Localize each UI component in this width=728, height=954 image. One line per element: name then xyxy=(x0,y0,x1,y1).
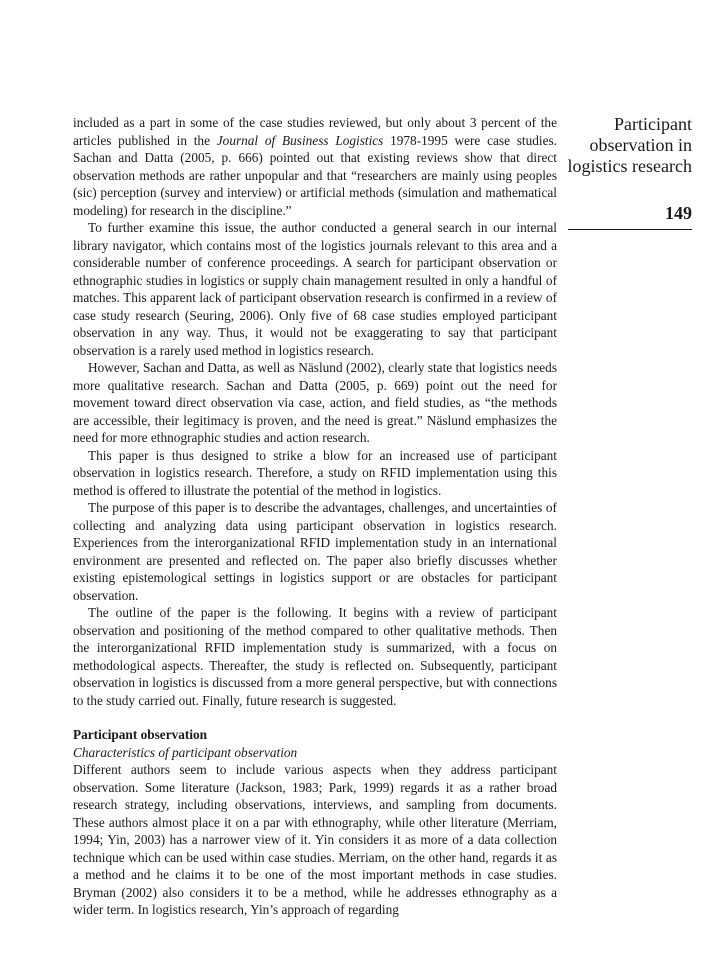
paragraph-text: included as a part in some of the case studies reviewed, but only about 3 percent of the articles published in the xyxy=(73,115,557,148)
section-heading: Participant observation xyxy=(73,727,208,742)
paragraph-characteristics: Different authors seem to include various aspects when they address participant observation. Some literature (Jackson, 1983; Park, 1999) regards it as a rather broad research strategy, including observations, interviews, and sampling from documents. These authors almost place it on a par with ethnography, while other literature (Merriam, 1994; Yin, 2003) has a narrower view of it. Yin considers it as more of a data collection technique which can be used within case studies. Merriam, on the other hand, regards it as a method and he claims it to be one of the most important methods in case studies. Bryman (2002) also considers it to be a method, while he addresses ethnography as a wider term. In logistics research, Yin’s approach of regarding xyxy=(73,762,557,917)
paragraph-text: 1978-1995 were case studies. Sachan and Datta (2005, p. 666) pointed out that existing reviews show that direct observation methods are rather unpopular and that “researchers are mainly using peoples (sic) perception (survey and interview) or artificial methods (simulation and mathematical modeling) for research in the discipline.” xyxy=(73,132,558,218)
running-head-line: observation in xyxy=(589,135,692,155)
paragraph-intro-continuation xyxy=(73,114,557,219)
page-number-rule xyxy=(568,229,692,230)
running-head-line: logistics research xyxy=(567,156,692,176)
paragraph-qualitative-need: However, Sachan and Datta, as well as Näslund (2002), clearly state that logistics needs more qualitative research. Sachan and Datta (2005, p. 669) point out the need for movement toward direct observation via case, action, and field studies, as “the methods are accessible, their legitimacy is proven, and the need is great.” Näslund emphasizes the need for more ethnographic studies and action research. xyxy=(73,360,557,445)
paragraph-search: To further examine this issue, the author conducted a general search in our internal library navigator, which contains most of the logistics journals relevant to this area and a considerable number of conference proceedings. A search for participant observation or ethnographic studies in logistics or supply chain management resulted in only a handful of matches. This apparent lack of participant observation research is confirmed in a review of case study research (Seuring, 2006). Only five of 68 case studies employed participant observation in any way. Thus, it would not be exaggerating to say that participant observation is a rarely used method in logistics research. xyxy=(73,220,557,358)
running-head-line: Participant xyxy=(614,114,692,134)
journal-title: Journal of Business Logistics xyxy=(216,132,384,148)
running-head xyxy=(542,114,692,177)
subsection-heading: Characteristics of participant observation xyxy=(73,744,298,760)
paragraph-paper-design: This paper is thus designed to strike a blow for an increased use of participant observation in logistics research. Therefore, a study on RFID implementation using this method is offered to illustrate the potential of the method in logistics. xyxy=(73,447,557,498)
page-number: 149 xyxy=(665,203,692,223)
paragraph-purpose: The purpose of this paper is to describe the advantages, challenges, and uncertainties of collecting and analyzing data using participant observation in logistics research. Experiences from the interorganizational RFID implementation study in an international environment are presented and reflected on. The paper also briefly discusses whether existing epistemological settings in logistics support or are obstacles for participant observation. xyxy=(73,500,557,603)
section-spacer xyxy=(73,709,557,726)
main-text-column xyxy=(73,114,557,919)
paragraph-outline: The outline of the paper is the following. It begins with a review of participant observation and positioning of the method compared to other qualitative methods. Then the interorganizational RFID implementation study is summarized, with a focus on methodological aspects. Thereafter, the study is reflected on. Subsequently, participant observation in logistics is discussed from a more general perspective, but with connections to the study carried out. Finally, future research is suggested. xyxy=(73,605,557,708)
